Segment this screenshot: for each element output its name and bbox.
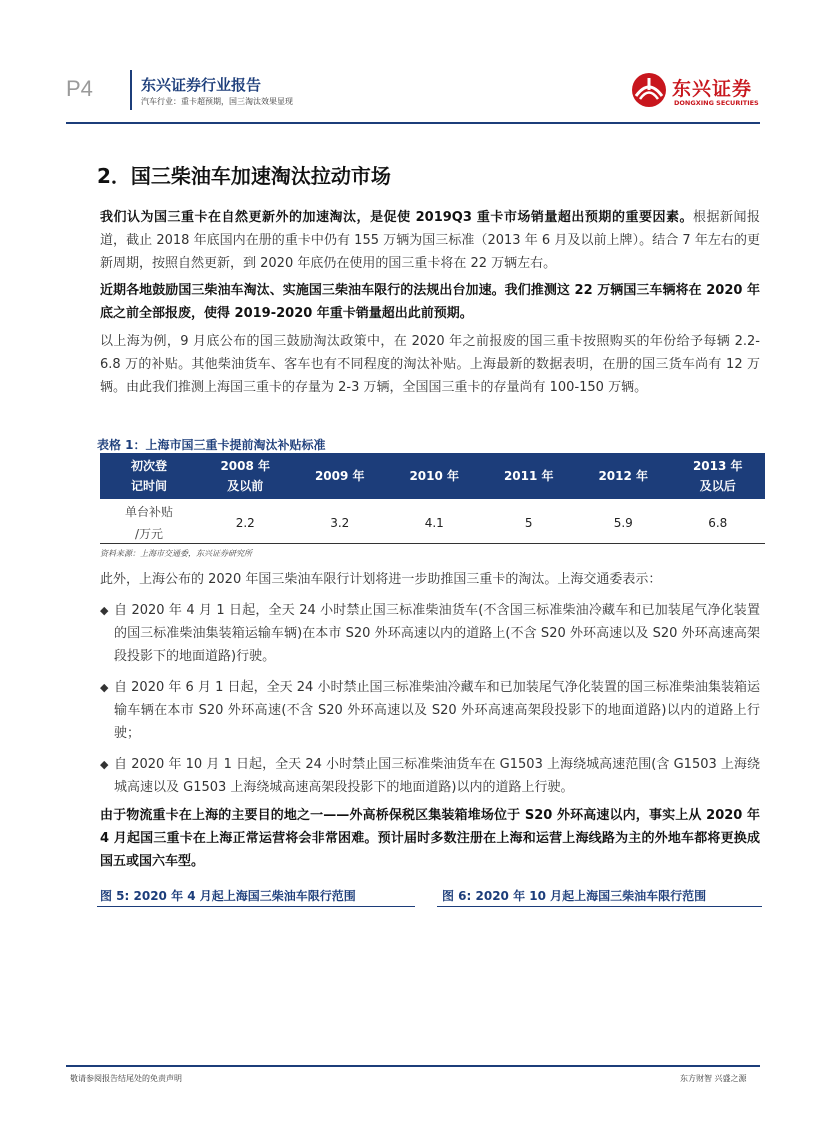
list-item (100, 599, 760, 668)
table-cell: 4.1 (424, 516, 444, 530)
logo-text-cn: 东兴证券 (672, 78, 753, 100)
header-rule (66, 122, 760, 124)
paragraph-5: 由于物流重卡在上海的主要目的地之一——外高桥保税区集装箱堆场位于 S20 外环高速以内，事实上从 2020 年 4 月起国三重卡在上海正常运营将会非常困难。预计届时多数注册在上海和运营上海线路为主的外地车都将更换成国五或国六车型。 (100, 808, 760, 869)
table-row-label (100, 499, 198, 547)
table-cell: 5 (524, 516, 533, 530)
table-header-cell (293, 453, 388, 499)
logo-text-en: DONGXING SECURITIES (674, 99, 759, 107)
list-item (100, 753, 760, 799)
table-cell: 6.8 (708, 516, 728, 530)
paragraph-1-rest: 根据新闻报道，截止 2018 年底国内在册的重卡中仍有 155 万辆为国三标准（2013 年 6 月及以前上牌）。结合 7 年左右的更新周期，按照自然更新，到 2020 年底仍在使用的国三重卡将在 22 万辆左右。 (100, 210, 760, 271)
paragraph-4: 此外，上海公布的 2020 年国三柴油车限行计划将进一步助推国三重卡的淘汰。上海交通委表示： (100, 572, 662, 587)
row-label-line: 单台补贴 (124, 505, 173, 519)
header-line: 2008 年 (220, 459, 271, 473)
header-line: 2009 年 (314, 469, 365, 483)
section-title: 2．国三柴油车加速淘汰拉动市场 (97, 164, 391, 188)
paragraph-2: 近期各地鼓励国三柴油车淘汰、实施国三柴油车限行的法规出台加速。我们推测这 22 万辆国三车辆将在 2020 年底之前全部报废，使得 2019-2020 年重卡销量超出此前预期。 (100, 283, 760, 321)
header-line: 及以前 (227, 479, 264, 493)
table-source: 资料来源：上海市交通委，东兴证券研究所 (100, 549, 252, 558)
header-line: 2010 年 (409, 469, 460, 483)
bullet-diamond-icon: ◆ (100, 681, 109, 694)
bullet-diamond-icon: ◆ (100, 604, 109, 617)
dongxing-logo-icon (631, 72, 667, 108)
figure-6-rule (437, 906, 762, 907)
bullet-diamond-icon: ◆ (100, 758, 109, 771)
paragraph-1-bold: 我们认为国三重卡在自然更新外的加速淘汰，是促使 2019Q3 重卡市场销量超出预期的重要因素。 (100, 210, 693, 225)
figure-6-caption: 图 6: 2020 年 10 月起上海国三柴油车限行范围 (442, 889, 707, 903)
report-subtitle: 汽车行业：重卡超预期，国三淘汰效果显现 (141, 97, 293, 106)
table-cell: 2.2 (235, 516, 255, 530)
table-header-cell (198, 453, 293, 499)
report-title: 东兴证券行业报告 (141, 76, 262, 94)
paragraph-3: 以上海为例，9 月底公布的国三鼓励淘汰政策中，在 2020 年之前报废的国三重卡按照购买的年份给予每辆 2.2-6.8 万的补贴。其他柴油货车、客车也有不同程度的淘汰补贴。上海最新的数据表明，在册的国三货车尚有 12 万辆。由此我们推测上海国三重卡的存量为 2-3 万辆，全国国三重卡的存量尚有 100-150 万辆。 (100, 334, 760, 395)
list-item-text: 自 2020 年 6 月 1 日起，全天 24 小时禁止国三标准柴油冷藏车和已加装尾气净化装置的国三标准柴油集装箱运输车辆在本市 S20 外环高速(不含 S20 外环高速以及 S20 外环高速高架段投影下的地面道路)以内的道路上行驶； (114, 680, 760, 741)
list-item-text: 自 2020 年 10 月 1 日起，全天 24 小时禁止国三标准柴油货车在 G1503 上海绕城高速范围(含 G1503 上海绕城高速以及 G1503 上海绕城高速高架段投影下的地面道路)以内的道路上行驶。 (114, 757, 760, 795)
header-line: 2013 年 (692, 459, 743, 473)
header-divider (130, 70, 132, 110)
header-line: 2011 年 (503, 469, 554, 483)
table-header-row (100, 453, 765, 499)
header-line: 初次登 (130, 459, 167, 473)
list-item (100, 676, 760, 745)
footer-rule (66, 1065, 760, 1067)
footer-slogan: 东方财智 兴盛之源 (680, 1074, 747, 1083)
page-number: P4 (66, 76, 93, 101)
paragraph-1 (100, 206, 760, 275)
figure-5-caption: 图 5: 2020 年 4 月起上海国三柴油车限行范围 (100, 889, 356, 903)
table-header-cell (482, 453, 577, 499)
header-line: 2012 年 (598, 469, 649, 483)
row-label-line: /万元 (134, 527, 164, 541)
header-line: 及以后 (699, 479, 736, 493)
table-caption: 表格 1：上海市国三重卡提前淘汰补贴标准 (97, 438, 326, 452)
table-header-cell (387, 453, 482, 499)
table-bottom-rule (100, 543, 765, 544)
table-row (100, 499, 765, 547)
list-item-text: 自 2020 年 4 月 1 日起，全天 24 小时禁止国三标准柴油货车(不含国三标准柴油冷藏车和已加装尾气净化装置的国三标准柴油集装箱运输车辆)在本市 S20 外环高速以内的道路上(不含 S20 外环高速以及 S20 外环高速高架段投影下的地面道路)行驶。 (114, 603, 760, 664)
header-line: 记时间 (130, 479, 167, 493)
table-header-cell (100, 453, 198, 499)
table-cell: 3.2 (330, 516, 350, 530)
table-header-cell (576, 453, 671, 499)
footer-disclaimer: 敬请参阅报告结尾处的免责声明 (70, 1074, 182, 1083)
figure-5-rule (97, 906, 415, 907)
table-header-cell (671, 453, 766, 499)
table-cell: 5.9 (613, 516, 633, 530)
subsidy-table (100, 453, 765, 547)
